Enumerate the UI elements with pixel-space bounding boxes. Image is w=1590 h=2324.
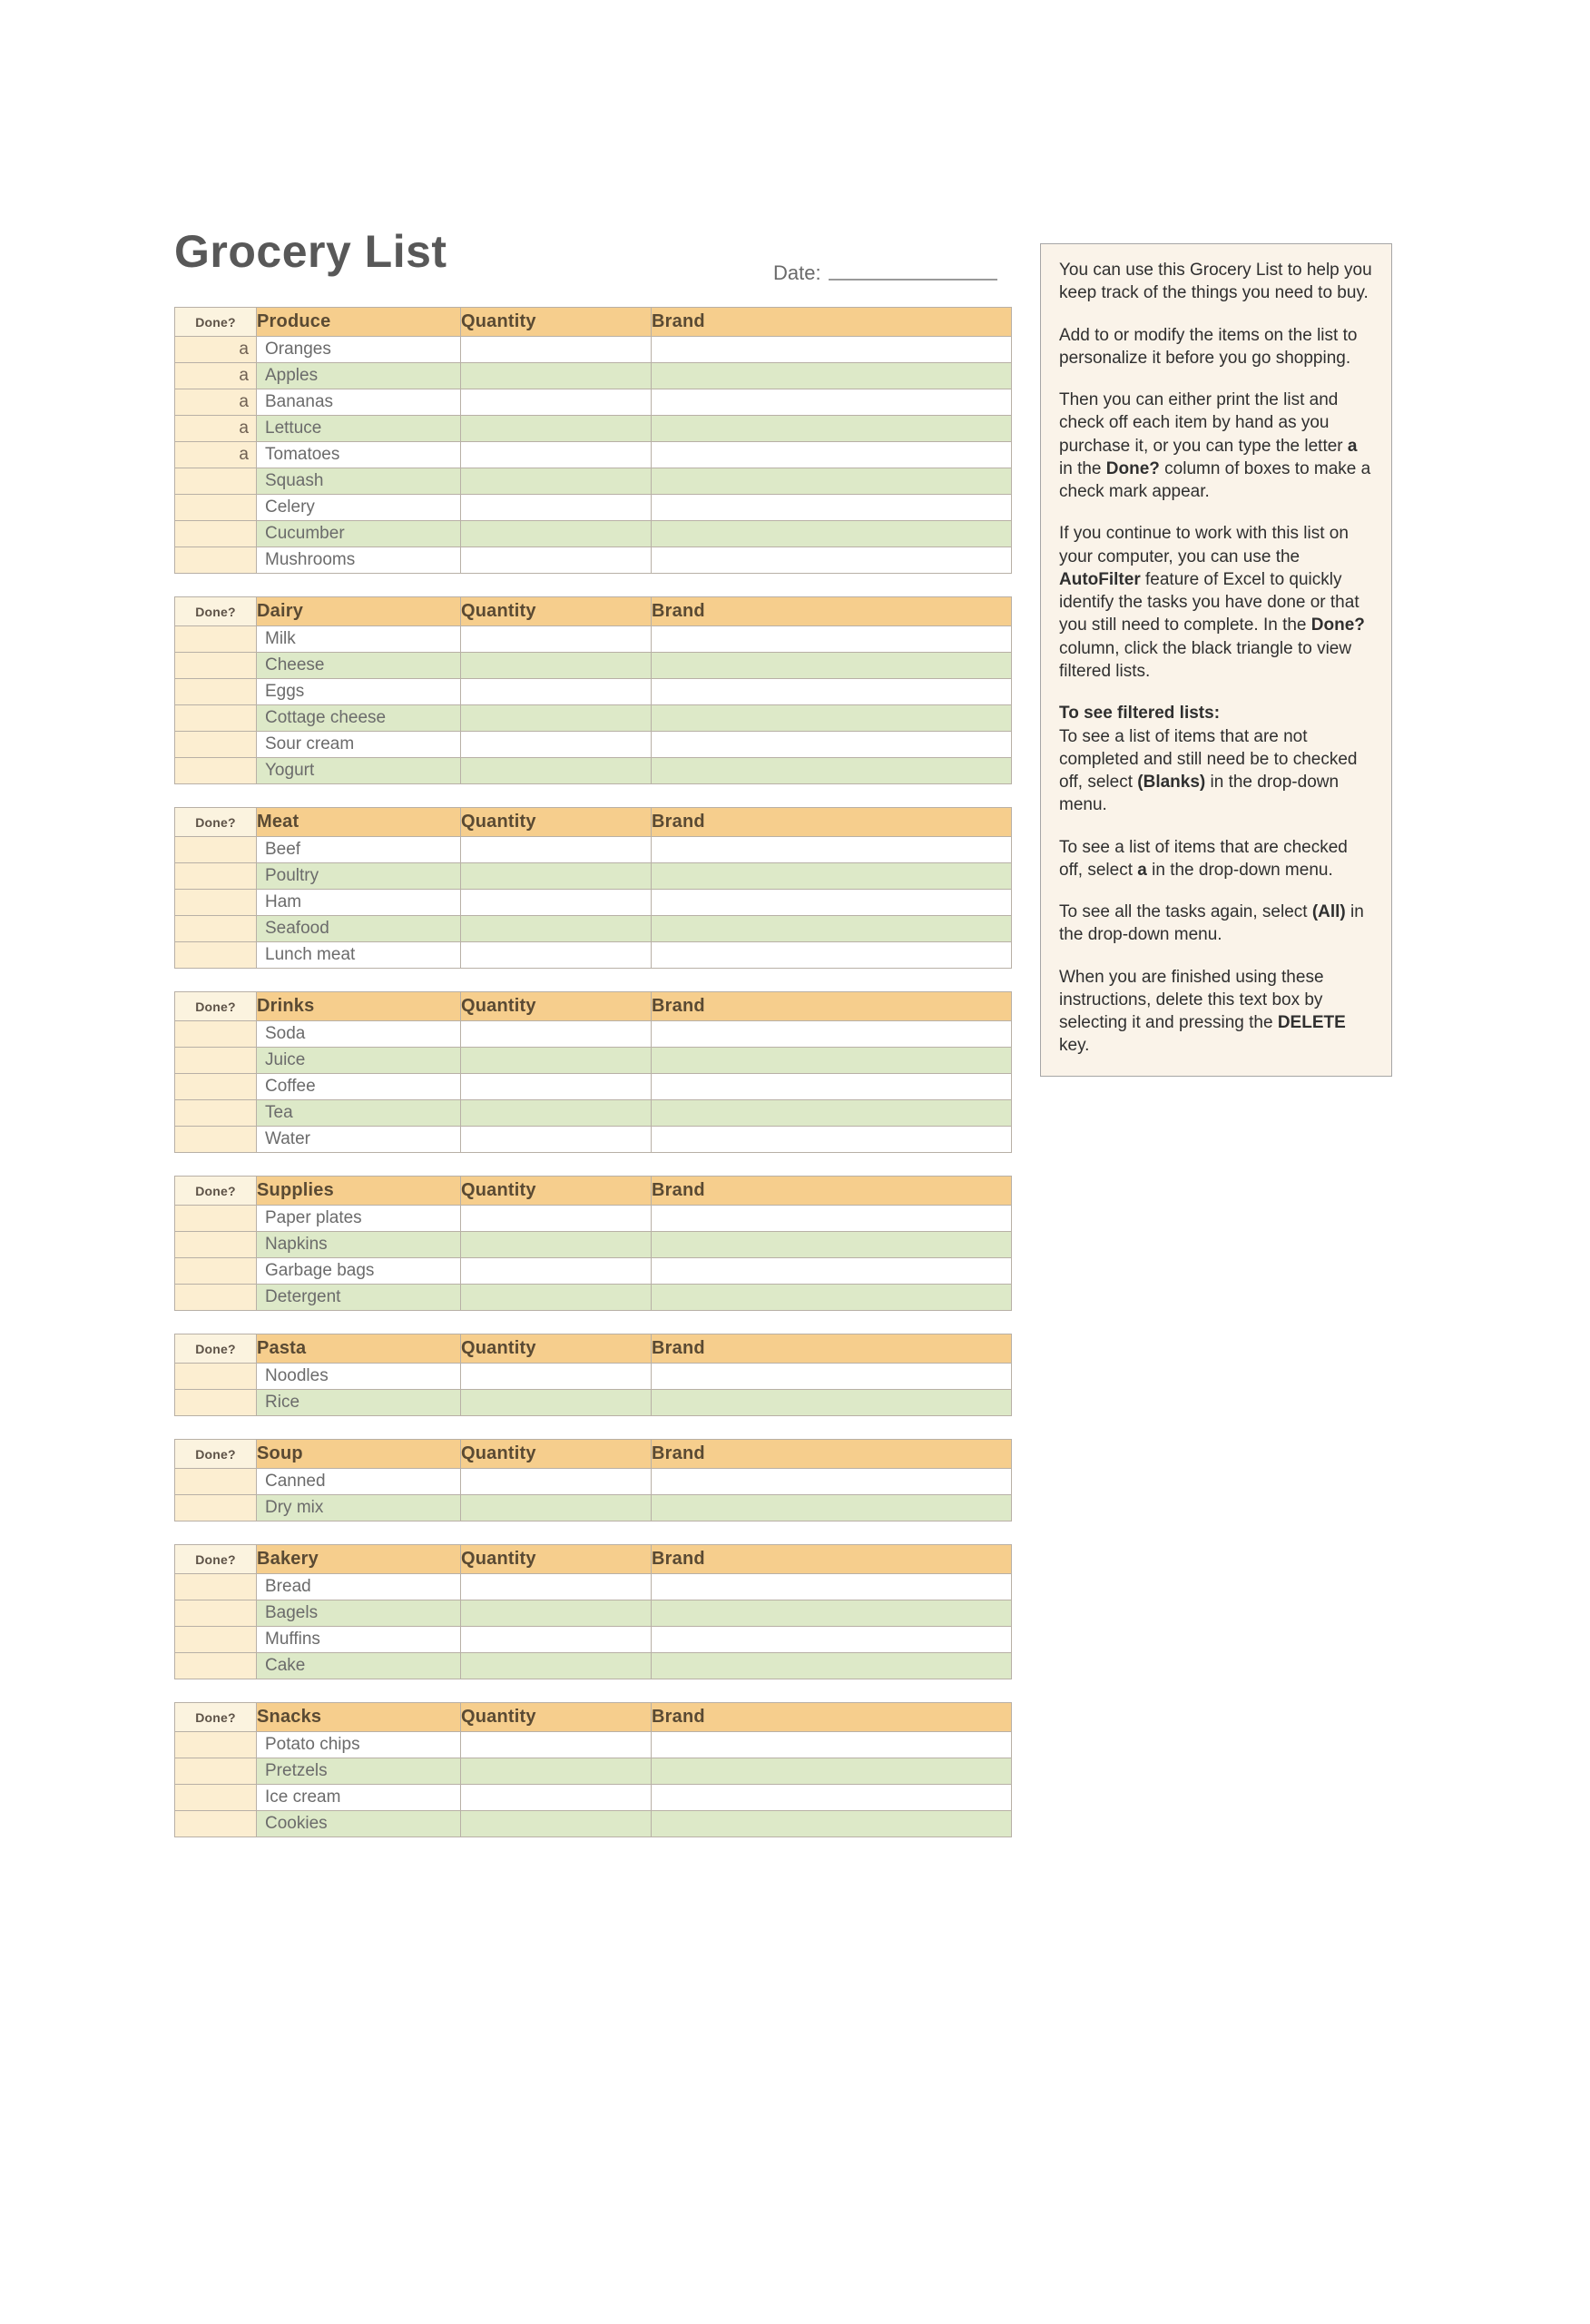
instruction-emphasis: AutoFilter <box>1059 569 1141 589</box>
item-name-cell[interactable]: Paper plates <box>257 1206 461 1232</box>
table-row <box>175 863 1012 890</box>
item-name-cell[interactable]: Soda <box>257 1021 461 1048</box>
item-name-cell[interactable]: Bananas <box>257 389 461 416</box>
item-name-cell[interactable]: Juice <box>257 1048 461 1074</box>
quantity-cell[interactable] <box>461 916 652 942</box>
done-checkbox-cell[interactable] <box>175 521 257 547</box>
quantity-cell[interactable] <box>461 942 652 969</box>
brand-cell[interactable] <box>652 521 1012 547</box>
item-name-cell[interactable]: Mushrooms <box>257 547 461 574</box>
column-header-brand[interactable]: Brand <box>652 308 1012 337</box>
done-checkbox-cell[interactable] <box>175 1390 257 1416</box>
item-name-cell[interactable]: Tea <box>257 1100 461 1127</box>
brand-cell[interactable] <box>652 1100 1012 1127</box>
table-row <box>175 758 1012 784</box>
item-name-cell[interactable]: Cookies <box>257 1811 461 1837</box>
section-table-dairy <box>174 596 1012 784</box>
quantity-cell[interactable] <box>461 1811 652 1837</box>
brand-cell[interactable] <box>652 363 1012 389</box>
brand-cell[interactable] <box>652 705 1012 732</box>
quantity-cell[interactable] <box>461 1495 652 1521</box>
item-name-cell[interactable]: Milk <box>257 626 461 653</box>
column-header-brand[interactable]: Brand <box>652 1177 1012 1206</box>
quantity-cell[interactable] <box>461 1048 652 1074</box>
column-header-done[interactable]: Done? <box>175 308 257 337</box>
brand-cell[interactable] <box>652 495 1012 521</box>
brand-cell[interactable] <box>652 1732 1012 1758</box>
instruction-paragraph: To see all the tasks again, select (All) in the drop-down menu. <box>1059 902 1364 945</box>
done-checkbox-cell[interactable] <box>175 732 257 758</box>
table-row <box>175 1258 1012 1285</box>
quantity-cell[interactable] <box>461 758 652 784</box>
brand-cell[interactable] <box>652 1127 1012 1153</box>
brand-cell[interactable] <box>652 1469 1012 1495</box>
brand-cell[interactable] <box>652 1811 1012 1837</box>
brand-cell[interactable] <box>652 468 1012 495</box>
item-name-cell[interactable]: Yogurt <box>257 758 461 784</box>
quantity-cell[interactable] <box>461 1206 652 1232</box>
item-name-cell[interactable]: Squash <box>257 468 461 495</box>
section-header-row <box>175 308 1012 337</box>
done-checkbox-cell[interactable]: a <box>175 363 257 389</box>
brand-cell[interactable] <box>652 758 1012 784</box>
done-checkbox-cell[interactable] <box>175 1495 257 1521</box>
done-checkbox-cell[interactable] <box>175 1258 257 1285</box>
table-row <box>175 1021 1012 1048</box>
item-name-cell[interactable]: Tomatoes <box>257 442 461 468</box>
table-row <box>175 916 1012 942</box>
quantity-cell[interactable] <box>461 1100 652 1127</box>
quantity-cell[interactable] <box>461 732 652 758</box>
quantity-cell[interactable] <box>461 653 652 679</box>
done-checkbox-cell[interactable] <box>175 705 257 732</box>
quantity-cell[interactable] <box>461 1074 652 1100</box>
section-table-supplies <box>174 1176 1012 1311</box>
quantity-cell[interactable] <box>461 337 652 363</box>
brand-cell[interactable] <box>652 942 1012 969</box>
table-row <box>175 1574 1012 1600</box>
brand-cell[interactable] <box>652 863 1012 890</box>
table-row <box>175 1206 1012 1232</box>
done-checkbox-cell[interactable]: a <box>175 416 257 442</box>
done-checkbox-cell[interactable] <box>175 1048 257 1074</box>
section-table-bakery <box>174 1544 1012 1679</box>
done-checkbox-cell[interactable]: a <box>175 442 257 468</box>
column-header-quantity[interactable]: Quantity <box>461 1545 652 1574</box>
item-name-cell[interactable]: Canned <box>257 1469 461 1495</box>
table-row <box>175 1785 1012 1811</box>
column-header-category[interactable]: Soup <box>257 1440 461 1469</box>
instruction-paragraph: You can use this Grocery List to help you keep track of the things you need to buy. <box>1059 261 1372 303</box>
item-name-cell[interactable]: Napkins <box>257 1232 461 1258</box>
item-name-cell[interactable]: Dry mix <box>257 1495 461 1521</box>
instruction-emphasis: (Blanks) <box>1137 773 1206 793</box>
date-label: Date: <box>773 261 821 284</box>
column-header-done[interactable]: Done? <box>175 1177 257 1206</box>
done-checkbox-cell[interactable] <box>175 942 257 969</box>
done-checkbox-cell[interactable] <box>175 863 257 890</box>
quantity-cell[interactable] <box>461 363 652 389</box>
item-name-cell[interactable]: Garbage bags <box>257 1258 461 1285</box>
quantity-cell[interactable] <box>461 1364 652 1390</box>
brand-cell[interactable] <box>652 1232 1012 1258</box>
table-row <box>175 389 1012 416</box>
instruction-paragraph: When you are finished using these instructions, delete this text box by selecting it and pressing the DELETE key. <box>1059 967 1346 1056</box>
quantity-cell[interactable] <box>461 679 652 705</box>
brand-cell[interactable] <box>652 1074 1012 1100</box>
instruction-emphasis: a <box>1137 860 1147 880</box>
column-header-category[interactable]: Bakery <box>257 1545 461 1574</box>
column-header-brand[interactable]: Brand <box>652 1334 1012 1364</box>
item-name-cell[interactable]: Seafood <box>257 916 461 942</box>
date-field[interactable] <box>773 263 997 283</box>
table-row <box>175 416 1012 442</box>
item-name-cell[interactable]: Cottage cheese <box>257 705 461 732</box>
table-row <box>175 705 1012 732</box>
item-name-cell[interactable]: Celery <box>257 495 461 521</box>
section-header-row <box>175 1440 1012 1469</box>
quantity-cell[interactable] <box>461 1627 652 1653</box>
section-header-row <box>175 1545 1012 1574</box>
grocery-sections <box>174 307 1011 1860</box>
done-checkbox-cell[interactable] <box>175 1732 257 1758</box>
done-checkbox-cell[interactable] <box>175 837 257 863</box>
quantity-cell[interactable] <box>461 837 652 863</box>
instruction-paragraph: To see filtered lists: To see a list of items that are not completed and still need be to checked off, select (Blanks) in the drop-down menu. <box>1059 704 1358 815</box>
section-table-produce <box>174 307 1012 574</box>
table-row <box>175 363 1012 389</box>
item-name-cell[interactable]: Ham <box>257 890 461 916</box>
brand-cell[interactable] <box>652 837 1012 863</box>
column-header-done[interactable]: Done? <box>175 992 257 1021</box>
quantity-cell[interactable] <box>461 468 652 495</box>
section-header-row <box>175 1703 1012 1732</box>
item-name-cell[interactable]: Sour cream <box>257 732 461 758</box>
item-name-cell[interactable]: Poultry <box>257 863 461 890</box>
done-checkbox-cell[interactable] <box>175 1574 257 1600</box>
brand-cell[interactable] <box>652 1600 1012 1627</box>
quantity-cell[interactable] <box>461 1785 652 1811</box>
table-row <box>175 1285 1012 1311</box>
item-name-cell[interactable]: Bagels <box>257 1600 461 1627</box>
column-header-brand[interactable]: Brand <box>652 992 1012 1021</box>
table-row <box>175 1811 1012 1837</box>
item-name-cell[interactable]: Cake <box>257 1653 461 1679</box>
done-checkbox-cell[interactable] <box>175 1074 257 1100</box>
table-row <box>175 679 1012 705</box>
brand-cell[interactable] <box>652 679 1012 705</box>
table-row <box>175 626 1012 653</box>
done-checkbox-cell[interactable] <box>175 547 257 574</box>
quantity-cell[interactable] <box>461 416 652 442</box>
page-title: Grocery List <box>174 226 447 277</box>
table-row <box>175 942 1012 969</box>
section-header-row <box>175 1334 1012 1364</box>
section-table-meat <box>174 807 1012 969</box>
column-header-quantity[interactable]: Quantity <box>461 1703 652 1732</box>
table-row <box>175 521 1012 547</box>
quantity-cell[interactable] <box>461 1258 652 1285</box>
instruction-emphasis: Done? <box>1105 458 1160 478</box>
brand-cell[interactable] <box>652 1653 1012 1679</box>
section-table-pasta <box>174 1334 1012 1416</box>
column-header-done[interactable]: Done? <box>175 808 257 837</box>
done-checkbox-cell[interactable] <box>175 1364 257 1390</box>
brand-cell[interactable] <box>652 1627 1012 1653</box>
column-header-brand[interactable]: Brand <box>652 808 1012 837</box>
quantity-cell[interactable] <box>461 1285 652 1311</box>
quantity-cell[interactable] <box>461 863 652 890</box>
section-header-row <box>175 992 1012 1021</box>
done-checkbox-cell[interactable] <box>175 1600 257 1627</box>
brand-cell[interactable] <box>652 1390 1012 1416</box>
done-checkbox-cell[interactable] <box>175 916 257 942</box>
brand-cell[interactable] <box>652 1258 1012 1285</box>
section-table-drinks <box>174 991 1012 1153</box>
column-header-category[interactable]: Pasta <box>257 1334 461 1364</box>
section-header-row <box>175 1177 1012 1206</box>
brand-cell[interactable] <box>652 442 1012 468</box>
item-name-cell[interactable]: Oranges <box>257 337 461 363</box>
table-row <box>175 1600 1012 1627</box>
brand-cell[interactable] <box>652 1574 1012 1600</box>
done-checkbox-cell[interactable] <box>175 1758 257 1785</box>
column-header-category[interactable]: Supplies <box>257 1177 461 1206</box>
quantity-cell[interactable] <box>461 1574 652 1600</box>
item-name-cell[interactable]: Noodles <box>257 1364 461 1390</box>
quantity-cell[interactable] <box>461 1758 652 1785</box>
table-row <box>175 1364 1012 1390</box>
column-header-category[interactable]: Meat <box>257 808 461 837</box>
quantity-cell[interactable] <box>461 1732 652 1758</box>
item-name-cell[interactable]: Rice <box>257 1390 461 1416</box>
table-row <box>175 1627 1012 1653</box>
quantity-cell[interactable] <box>461 442 652 468</box>
table-row <box>175 1390 1012 1416</box>
item-name-cell[interactable]: Apples <box>257 363 461 389</box>
table-row <box>175 1127 1012 1153</box>
quantity-cell[interactable] <box>461 1469 652 1495</box>
quantity-cell[interactable] <box>461 1021 652 1048</box>
done-checkbox-cell[interactable] <box>175 679 257 705</box>
brand-cell[interactable] <box>652 416 1012 442</box>
table-row <box>175 1495 1012 1521</box>
table-row <box>175 1758 1012 1785</box>
column-header-done[interactable]: Done? <box>175 1334 257 1364</box>
item-name-cell[interactable]: Potato chips <box>257 1732 461 1758</box>
instruction-paragraph: Then you can either print the list and check off each item by hand as you purchase it, or you can type the letter a in the Done? column of boxes to make a check mark appear. <box>1059 390 1371 502</box>
column-header-done[interactable]: Done? <box>175 1440 257 1469</box>
brand-cell[interactable] <box>652 1048 1012 1074</box>
column-header-brand[interactable]: Brand <box>652 1703 1012 1732</box>
item-name-cell[interactable]: Eggs <box>257 679 461 705</box>
done-checkbox-cell[interactable]: a <box>175 389 257 416</box>
item-name-cell[interactable]: Water <box>257 1127 461 1153</box>
section-header-row <box>175 808 1012 837</box>
brand-cell[interactable] <box>652 337 1012 363</box>
done-checkbox-cell[interactable] <box>175 653 257 679</box>
column-header-quantity[interactable]: Quantity <box>461 308 652 337</box>
column-header-brand[interactable]: Brand <box>652 1440 1012 1469</box>
column-header-category[interactable]: Dairy <box>257 597 461 626</box>
table-row <box>175 1048 1012 1074</box>
table-row <box>175 547 1012 574</box>
done-checkbox-cell[interactable] <box>175 1653 257 1679</box>
done-checkbox-cell[interactable] <box>175 1021 257 1048</box>
column-header-quantity[interactable]: Quantity <box>461 992 652 1021</box>
quantity-cell[interactable] <box>461 495 652 521</box>
instruction-emphasis: Done? <box>1310 615 1365 635</box>
table-row <box>175 442 1012 468</box>
quantity-cell[interactable] <box>461 1600 652 1627</box>
brand-cell[interactable] <box>652 1285 1012 1311</box>
table-row <box>175 1074 1012 1100</box>
brand-cell[interactable] <box>652 916 1012 942</box>
done-checkbox-cell[interactable]: a <box>175 337 257 363</box>
date-input-line[interactable] <box>829 279 997 281</box>
column-header-quantity[interactable]: Quantity <box>461 1334 652 1364</box>
column-header-quantity[interactable]: Quantity <box>461 1177 652 1206</box>
table-row <box>175 732 1012 758</box>
brand-cell[interactable] <box>652 1785 1012 1811</box>
table-row <box>175 837 1012 863</box>
section-table-soup <box>174 1439 1012 1521</box>
done-checkbox-cell[interactable] <box>175 1206 257 1232</box>
instruction-emphasis: (All) <box>1311 902 1346 922</box>
column-header-category[interactable]: Snacks <box>257 1703 461 1732</box>
quantity-cell[interactable] <box>461 1232 652 1258</box>
item-name-cell[interactable]: Lunch meat <box>257 942 461 969</box>
done-checkbox-cell[interactable] <box>175 626 257 653</box>
column-header-category[interactable]: Produce <box>257 308 461 337</box>
done-checkbox-cell[interactable] <box>175 1100 257 1127</box>
instruction-emphasis: To see filtered lists: <box>1059 704 1221 724</box>
brand-cell[interactable] <box>652 1758 1012 1785</box>
instruction-paragraph: Add to or modify the items on the list to personalize it before you go shopping. <box>1059 325 1358 368</box>
done-checkbox-cell[interactable] <box>175 1232 257 1258</box>
instruction-paragraph: To see a list of items that are checked off, select a in the drop-down menu. <box>1059 837 1348 880</box>
instruction-emphasis: a <box>1347 436 1358 456</box>
item-name-cell[interactable]: Coffee <box>257 1074 461 1100</box>
table-row <box>175 890 1012 916</box>
brand-cell[interactable] <box>652 1495 1012 1521</box>
quantity-cell[interactable] <box>461 1390 652 1416</box>
item-name-cell[interactable]: Cucumber <box>257 521 461 547</box>
table-row <box>175 337 1012 363</box>
item-name-cell[interactable]: Ice cream <box>257 1785 461 1811</box>
brand-cell[interactable] <box>652 626 1012 653</box>
table-row <box>175 495 1012 521</box>
instructions-textbox[interactable] <box>1040 243 1392 1077</box>
instruction-emphasis: DELETE <box>1277 1013 1346 1033</box>
column-header-brand[interactable]: Brand <box>652 597 1012 626</box>
brand-cell[interactable] <box>652 732 1012 758</box>
brand-cell[interactable] <box>652 547 1012 574</box>
quantity-cell[interactable] <box>461 1653 652 1679</box>
table-row <box>175 1653 1012 1679</box>
item-name-cell[interactable]: Lettuce <box>257 416 461 442</box>
brand-cell[interactable] <box>652 389 1012 416</box>
item-name-cell[interactable]: Bread <box>257 1574 461 1600</box>
column-header-done[interactable]: Done? <box>175 1545 257 1574</box>
table-row <box>175 1100 1012 1127</box>
table-row <box>175 1232 1012 1258</box>
table-row <box>175 1469 1012 1495</box>
done-checkbox-cell[interactable] <box>175 1285 257 1311</box>
done-checkbox-cell[interactable] <box>175 468 257 495</box>
item-name-cell[interactable]: Cheese <box>257 653 461 679</box>
done-checkbox-cell[interactable] <box>175 1785 257 1811</box>
brand-cell[interactable] <box>652 890 1012 916</box>
brand-cell[interactable] <box>652 1364 1012 1390</box>
quantity-cell[interactable] <box>461 547 652 574</box>
section-table-snacks <box>174 1702 1012 1837</box>
quantity-cell[interactable] <box>461 1127 652 1153</box>
done-checkbox-cell[interactable] <box>175 495 257 521</box>
done-checkbox-cell[interactable] <box>175 758 257 784</box>
column-header-brand[interactable]: Brand <box>652 1545 1012 1574</box>
quantity-cell[interactable] <box>461 389 652 416</box>
column-header-category[interactable]: Drinks <box>257 992 461 1021</box>
table-row <box>175 1732 1012 1758</box>
quantity-cell[interactable] <box>461 626 652 653</box>
brand-cell[interactable] <box>652 1206 1012 1232</box>
quantity-cell[interactable] <box>461 705 652 732</box>
item-name-cell[interactable]: Detergent <box>257 1285 461 1311</box>
column-header-quantity[interactable]: Quantity <box>461 808 652 837</box>
column-header-quantity[interactable]: Quantity <box>461 1440 652 1469</box>
column-header-done[interactable]: Done? <box>175 597 257 626</box>
quantity-cell[interactable] <box>461 890 652 916</box>
column-header-done[interactable]: Done? <box>175 1703 257 1732</box>
brand-cell[interactable] <box>652 1021 1012 1048</box>
done-checkbox-cell[interactable] <box>175 1627 257 1653</box>
item-name-cell[interactable]: Pretzels <box>257 1758 461 1785</box>
brand-cell[interactable] <box>652 653 1012 679</box>
quantity-cell[interactable] <box>461 521 652 547</box>
done-checkbox-cell[interactable] <box>175 1469 257 1495</box>
table-row <box>175 468 1012 495</box>
column-header-quantity[interactable]: Quantity <box>461 597 652 626</box>
section-header-row <box>175 597 1012 626</box>
item-name-cell[interactable]: Muffins <box>257 1627 461 1653</box>
item-name-cell[interactable]: Beef <box>257 837 461 863</box>
done-checkbox-cell[interactable] <box>175 1811 257 1837</box>
done-checkbox-cell[interactable] <box>175 890 257 916</box>
done-checkbox-cell[interactable] <box>175 1127 257 1153</box>
instruction-paragraph: If you continue to work with this list on your computer, you can use the AutoFilter feature of Excel to quickly identify the tasks you have done or that you still need to complete. In the Done? column, click the black triangle to view filtered lists. <box>1059 524 1365 681</box>
table-row <box>175 653 1012 679</box>
